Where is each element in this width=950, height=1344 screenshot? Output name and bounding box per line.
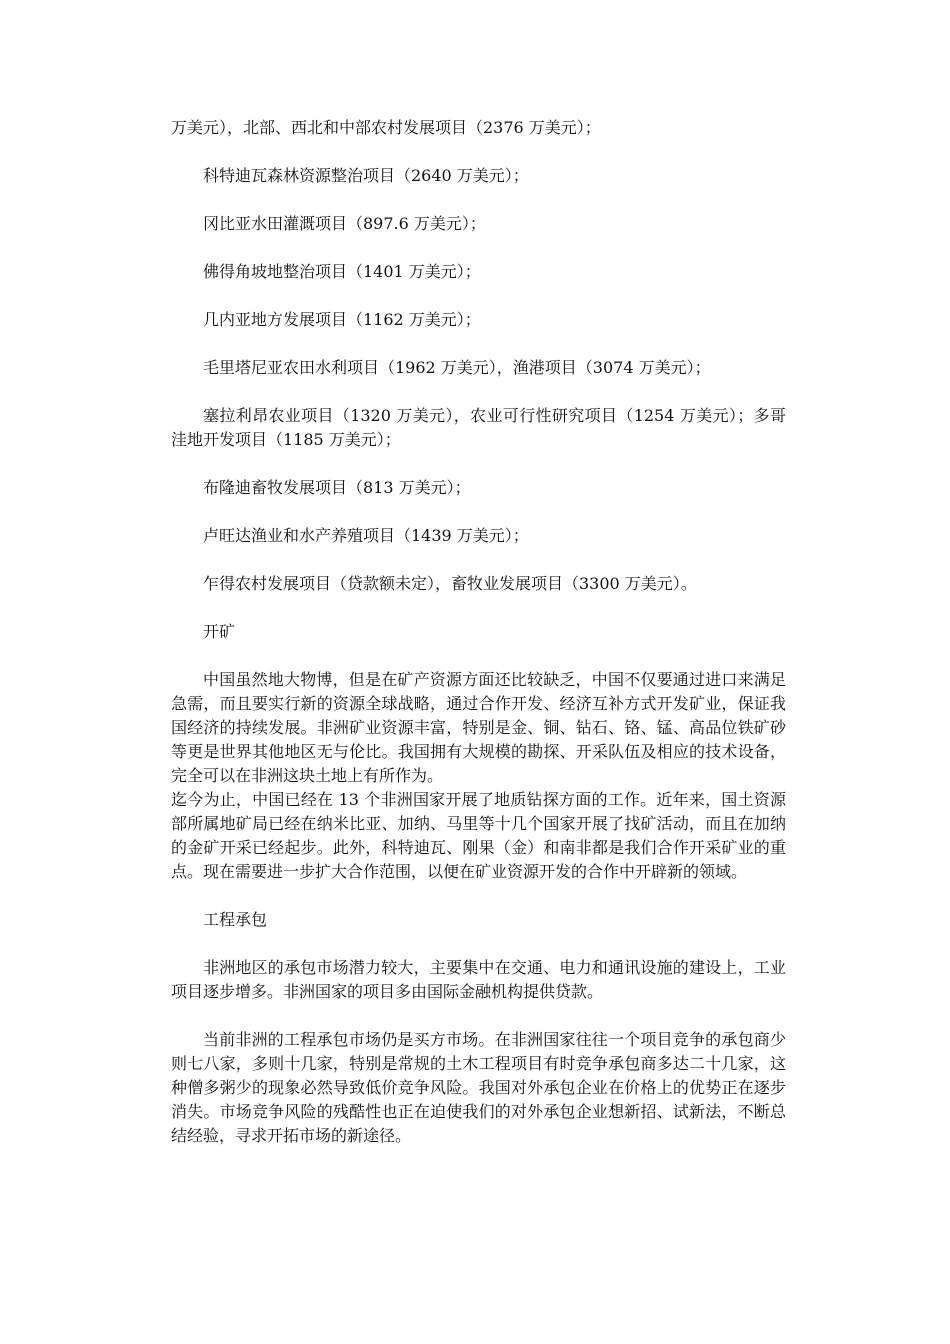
list-item: 科特迪瓦森林资源整治项目（2640 万美元）； [203, 166, 529, 185]
list-item: 万美元），北部、西北和中部农村发展项目（2376 万美元）； [171, 118, 601, 137]
mining-paragraph-1: 中国虽然地大物博，但是在矿产资源方面还比较缺乏，中国不仅要通过进口来满足急需，而且要实行新的资源全球战略，通过合作开发、经济互补方式开发矿业，保证我国经济的持续发展。非洲矿业资源丰富，特别是金、铜、钻石、铬、锰、高品位铁矿砂等更是世界其他地区无与伦比。我国拥有大规模的勘探、开采队伍及相应的技术设备，完全可以在非洲这块土地上有所作为。 [171, 670, 786, 785]
list-item: 几内亚地方发展项目（1162 万美元）； [203, 310, 481, 329]
section-heading-mining: 开矿 [203, 622, 236, 641]
document-body [171, 116, 786, 1148]
contracting-paragraph-2: 当前非洲的工程承包市场仍是买方市场。在非洲国家往往一个项目竞争的承包商少则七八家，多则十几家，特别是常规的土木工程项目有时竞争承包商多达二十几家，这种僧多粥少的现象必然导致低价竞争风险。我国对外承包企业在价格上的优势正在逐步消失。市场竞争风险的残酷性也正在迫使我们的对外承包企业想新招、试新法，不断总结经验，寻求开拓市场的新途径。 [171, 1030, 786, 1145]
list-item: 佛得角坡地整治项目（1401 万美元）； [203, 262, 481, 281]
list-item: 毛里塔尼亚农田水利项目（1962 万美元），渔港项目（3074 万美元）； [203, 358, 711, 377]
list-item: 乍得农村发展项目（贷款额未定），畜牧业发展项目（3300 万美元）。 [203, 574, 697, 593]
list-item: 布隆迪畜牧发展项目（813 万美元）； [203, 478, 471, 497]
section-heading-contracting: 工程承包 [203, 910, 268, 929]
list-item: 卢旺达渔业和水产养殖项目（1439 万美元）； [203, 526, 529, 545]
list-item: 冈比亚水田灌溉项目（897.6 万美元）； [203, 214, 486, 233]
mining-paragraph-2: 迄今为止，中国已经在 13 个非洲国家开展了地质钻探方面的工作。近年来，国土资源部所属地矿局已经在纳米比亚、加纳、马里等十几个国家开展了找矿活动，而且在加纳的金矿开采已经起步。此外，科特迪瓦、刚果（金）和南非都是我们合作开采矿业的重点。现在需要进一步扩大合作范围，以便在矿业资源开发的合作中开辟新的领域。 [171, 790, 786, 881]
contracting-paragraph-1: 非洲地区的承包市场潜力较大，主要集中在交通、电力和通讯设施的建设上，工业项目逐步增多。非洲国家的项目多由国际金融机构提供贷款。 [171, 958, 786, 1001]
list-item: 塞拉利昂农业项目（1320 万美元），农业可行性研究项目（1254 万美元）；多哥洼地开发项目（1185 万美元）； [171, 406, 786, 449]
